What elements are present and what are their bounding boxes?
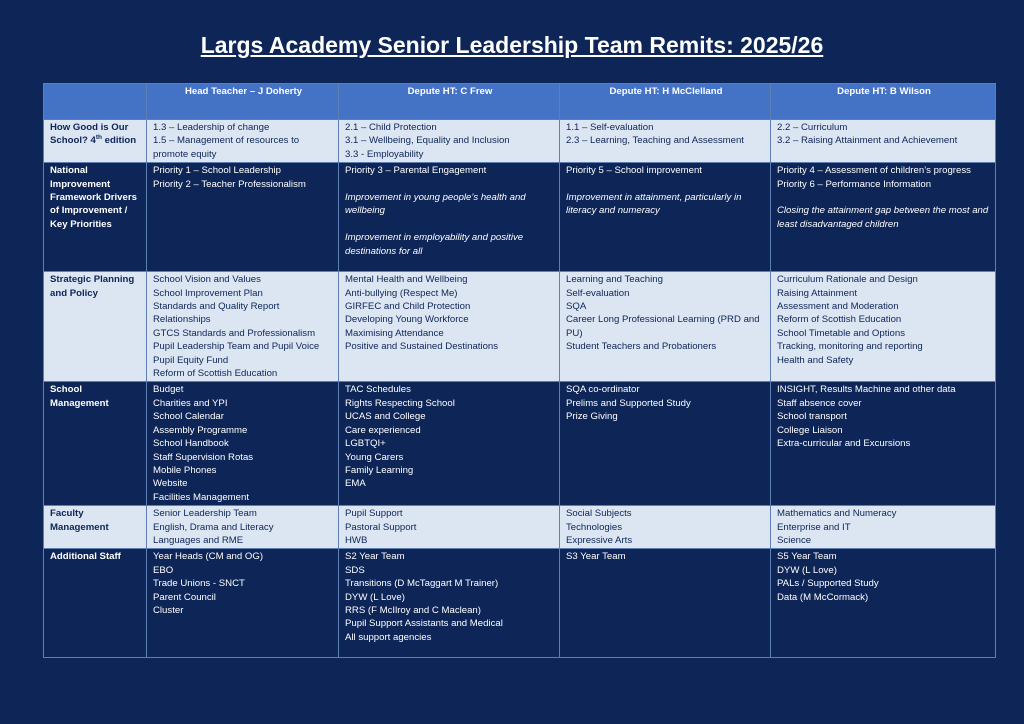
row-school-management bbox=[44, 382, 996, 506]
row-nif bbox=[44, 163, 996, 272]
cell-line: Improvement in employability and positive destinations for all bbox=[345, 232, 524, 257]
cell-line: Care experienced bbox=[345, 424, 421, 436]
cell-line: Website bbox=[153, 478, 188, 490]
header-depute-mcclelland: Depute HT: H McClelland bbox=[560, 84, 771, 120]
cell-line: SQA co-ordinator bbox=[566, 384, 640, 396]
cell-line: Data (M McCormack) bbox=[777, 591, 869, 603]
nif-d-priority bbox=[777, 164, 991, 191]
cell-line: Mobile Phones bbox=[153, 464, 217, 476]
cell-line: School Vision and Values bbox=[153, 274, 261, 286]
cell-line: DYW (L Love) bbox=[345, 591, 405, 603]
cell-line: Prize Giving bbox=[566, 411, 618, 423]
page-title: Largs Academy Senior Leadership Team Remits: 2025/26 bbox=[200, 32, 824, 58]
cell-line: 3.3 - Employability bbox=[345, 148, 424, 160]
cell-line: S5 Year Team bbox=[777, 551, 837, 563]
cell-line: Self-evaluation bbox=[566, 287, 630, 299]
cell-line: Transitions (D McTaggart M Trainer) bbox=[345, 578, 499, 590]
cell-line: Developing Young Workforce bbox=[345, 314, 469, 326]
cell-line: Maximising Attendance bbox=[345, 327, 444, 339]
cell-line: Charities and YPI bbox=[153, 397, 228, 409]
cell-line: GTCS Standards and Professionalism bbox=[153, 327, 316, 339]
nif-b-priority: Priority 3 – Parental Engagement bbox=[345, 165, 487, 177]
cell-line: School Timetable and Options bbox=[777, 327, 905, 339]
cell-line: School Handbook bbox=[153, 438, 229, 450]
cell-line: Technologies bbox=[566, 521, 623, 533]
cell-as-a bbox=[147, 549, 339, 658]
cell-line: Positive and Sustained Destinations bbox=[345, 341, 499, 353]
cell-line: Social Subjects bbox=[566, 508, 632, 520]
cell-line: Trade Unions - SNCT bbox=[153, 578, 245, 590]
cell-line: TAC Schedules bbox=[345, 384, 411, 396]
row-faculty-management bbox=[44, 506, 996, 549]
row-label-additional-staff: Additional Staff bbox=[44, 549, 147, 658]
cell-line: 2.2 – Curriculum bbox=[777, 122, 848, 133]
cell-line: Improvement in young people’s health and wellbeing bbox=[345, 192, 526, 217]
cell-line: 3.2 – Raising Attainment and Achievement bbox=[777, 135, 958, 147]
cell-as-c bbox=[560, 549, 771, 658]
cell-line: Young Carers bbox=[345, 451, 404, 463]
cell-line: Parent Council bbox=[153, 591, 216, 603]
row-hgios bbox=[44, 120, 996, 163]
cell-line: Learning and Teaching bbox=[566, 274, 663, 286]
cell-line: Cluster bbox=[153, 604, 184, 616]
cell-line: 1.1 – Self-evaluation bbox=[566, 122, 654, 133]
cell-line: Priority 4 – Assessment of children’s progress bbox=[777, 165, 971, 177]
cell-sm-c bbox=[560, 382, 771, 506]
cell-line: School Calendar bbox=[153, 411, 224, 423]
cell-line: Expressive Arts bbox=[566, 534, 633, 546]
cell-line: Year Heads (CM and OG) bbox=[153, 551, 264, 563]
cell-nif-a bbox=[147, 163, 339, 272]
cell-line: Family Learning bbox=[345, 464, 414, 476]
cell-line: Assembly Programme bbox=[153, 424, 248, 436]
cell-line: English, Drama and Literacy bbox=[153, 521, 274, 533]
cell-line: Budget bbox=[153, 384, 184, 396]
cell-line: GIRFEC and Child Protection bbox=[345, 301, 471, 313]
row-strategic-planning bbox=[44, 272, 996, 382]
cell-line: Science bbox=[777, 534, 812, 546]
cell-as-b bbox=[339, 549, 560, 658]
hgios-label-sup: th bbox=[95, 134, 102, 142]
row-label-school-management: School Management bbox=[44, 382, 147, 506]
header-blank bbox=[44, 84, 147, 120]
cell-line: Closing the attainment gap between the most and least disadvantaged children bbox=[777, 205, 989, 230]
cell-sm-d bbox=[771, 382, 996, 506]
cell-line: Mathematics and Numeracy bbox=[777, 508, 897, 520]
cell-nif-c bbox=[560, 163, 771, 272]
remits-table bbox=[43, 83, 996, 658]
cell-line: Staff Supervision Rotas bbox=[153, 451, 254, 463]
cell-hgios-a bbox=[147, 120, 339, 163]
cell-line: School Improvement Plan bbox=[153, 287, 263, 299]
cell-line: Pupil Leadership Team and Pupil Voice bbox=[153, 341, 320, 353]
cell-line: SDS bbox=[345, 564, 365, 576]
cell-line: School transport bbox=[777, 411, 847, 423]
header-row bbox=[44, 84, 996, 120]
row-label-hgios bbox=[44, 120, 147, 163]
cell-line: Priority 1 – School Leadership bbox=[153, 165, 281, 177]
cell-line: Career Long Professional Learning (PRD and PU) bbox=[566, 314, 760, 339]
cell-line: Prelims and Supported Study bbox=[566, 397, 691, 409]
cell-line: 2.3 – Learning, Teaching and Assessment bbox=[566, 135, 744, 147]
cell-line: Mental Health and Wellbeing bbox=[345, 274, 468, 286]
cell-line: INSIGHT, Results Machine and other data bbox=[777, 384, 956, 396]
header-head-teacher: Head Teacher – J Doherty bbox=[147, 84, 339, 120]
cell-line: Curriculum Rationale and Design bbox=[777, 274, 918, 286]
cell-line: Rights Respecting School bbox=[345, 397, 455, 409]
cell-spp-c bbox=[560, 272, 771, 382]
cell-line: Pastoral Support bbox=[345, 521, 417, 533]
cell-line: Facilities Management bbox=[153, 491, 249, 503]
cell-line: Senior Leadership Team bbox=[153, 508, 257, 520]
row-label-strategic-planning: Strategic Planning and Policy bbox=[44, 272, 147, 382]
cell-spp-b bbox=[339, 272, 560, 382]
cell-line: Reform of Scottish Education bbox=[153, 368, 278, 380]
cell-sm-b bbox=[339, 382, 560, 506]
cell-hgios-b bbox=[339, 120, 560, 163]
nif-d-italic bbox=[777, 204, 991, 231]
cell-line: PALs / Supported Study bbox=[777, 578, 879, 590]
cell-line: DYW (L Love) bbox=[777, 564, 837, 576]
cell-line: Enterprise and IT bbox=[777, 521, 851, 533]
cell-line: College Liaison bbox=[777, 424, 843, 436]
cell-line: LGBTQI+ bbox=[345, 438, 386, 450]
cell-hgios-c bbox=[560, 120, 771, 163]
cell-line: EMA bbox=[345, 478, 366, 490]
cell-line: Tracking, monitoring and reporting bbox=[777, 341, 923, 353]
cell-line: 3.1 – Wellbeing, Equality and Inclusion bbox=[345, 135, 510, 147]
cell-line: Extra-curricular and Excursions bbox=[777, 438, 911, 450]
cell-line: EBO bbox=[153, 564, 174, 576]
cell-line: Improvement in attainment, particularly in literacy and numeracy bbox=[566, 192, 742, 217]
cell-line: Pupil Support Assistants and Medical bbox=[345, 618, 503, 630]
row-label-faculty-management: Faculty Management bbox=[44, 506, 147, 549]
cell-line: Health and Safety bbox=[777, 354, 854, 366]
cell-line: Pupil Support bbox=[345, 508, 403, 520]
cell-line: 1.3 – Leadership of change bbox=[153, 122, 270, 133]
header-depute-wilson: Depute HT: B Wilson bbox=[771, 84, 996, 120]
hgios-label-end: edition bbox=[101, 135, 137, 147]
cell-line: Pupil Equity Fund bbox=[153, 354, 229, 366]
cell-nif-d bbox=[771, 163, 996, 272]
cell-line: UCAS and College bbox=[345, 411, 426, 423]
cell-line: S2 Year Team bbox=[345, 551, 405, 563]
cell-line: Reform of Scottish Education bbox=[777, 314, 902, 326]
header-depute-frew: Depute HT: C Frew bbox=[339, 84, 560, 120]
cell-fm-b bbox=[339, 506, 560, 549]
nif-b-italic bbox=[345, 191, 555, 258]
cell-line: RRS (F McIlroy and C Maclean) bbox=[345, 604, 481, 616]
row-additional-staff bbox=[44, 549, 996, 658]
cell-line: All support agencies bbox=[345, 631, 432, 643]
cell-line: Standards and Quality Report bbox=[153, 301, 280, 313]
cell-line: Assessment and Moderation bbox=[777, 301, 899, 313]
cell-hgios-d bbox=[771, 120, 996, 163]
cell-fm-d bbox=[771, 506, 996, 549]
cell-line: Priority 6 – Performance Information bbox=[777, 178, 932, 190]
cell-line: 2.1 – Child Protection bbox=[345, 122, 437, 133]
nif-c-priority: Priority 5 – School improvement bbox=[566, 165, 702, 177]
nif-c-italic bbox=[566, 191, 766, 218]
cell-line: Student Teachers and Probationers bbox=[566, 341, 717, 353]
cell-line: 1.5 – Management of resources to promote equity bbox=[153, 135, 300, 160]
cell-line: Raising Attainment bbox=[777, 287, 857, 299]
row-label-nif: National Improvement Framework Drivers of Improvement / Key Priorities bbox=[44, 163, 147, 272]
cell-spp-d bbox=[771, 272, 996, 382]
cell-as-d bbox=[771, 549, 996, 658]
cell-line: Relationships bbox=[153, 314, 211, 326]
cell-spp-a bbox=[147, 272, 339, 382]
cell-line: Languages and RME bbox=[153, 534, 244, 546]
cell-sm-a bbox=[147, 382, 339, 506]
cell-line: Anti-bullying (Respect Me) bbox=[345, 287, 458, 299]
cell-fm-a bbox=[147, 506, 339, 549]
cell-line: S3 Year Team bbox=[566, 551, 626, 563]
hgios-label-main: How Good is Our School? 4 bbox=[50, 122, 129, 147]
cell-line: Staff absence cover bbox=[777, 397, 862, 409]
cell-line: Priority 2 – Teacher Professionalism bbox=[153, 178, 306, 190]
cell-line: HWB bbox=[345, 534, 368, 546]
cell-line: SQA bbox=[566, 301, 587, 313]
cell-nif-b bbox=[339, 163, 560, 272]
cell-fm-c bbox=[560, 506, 771, 549]
